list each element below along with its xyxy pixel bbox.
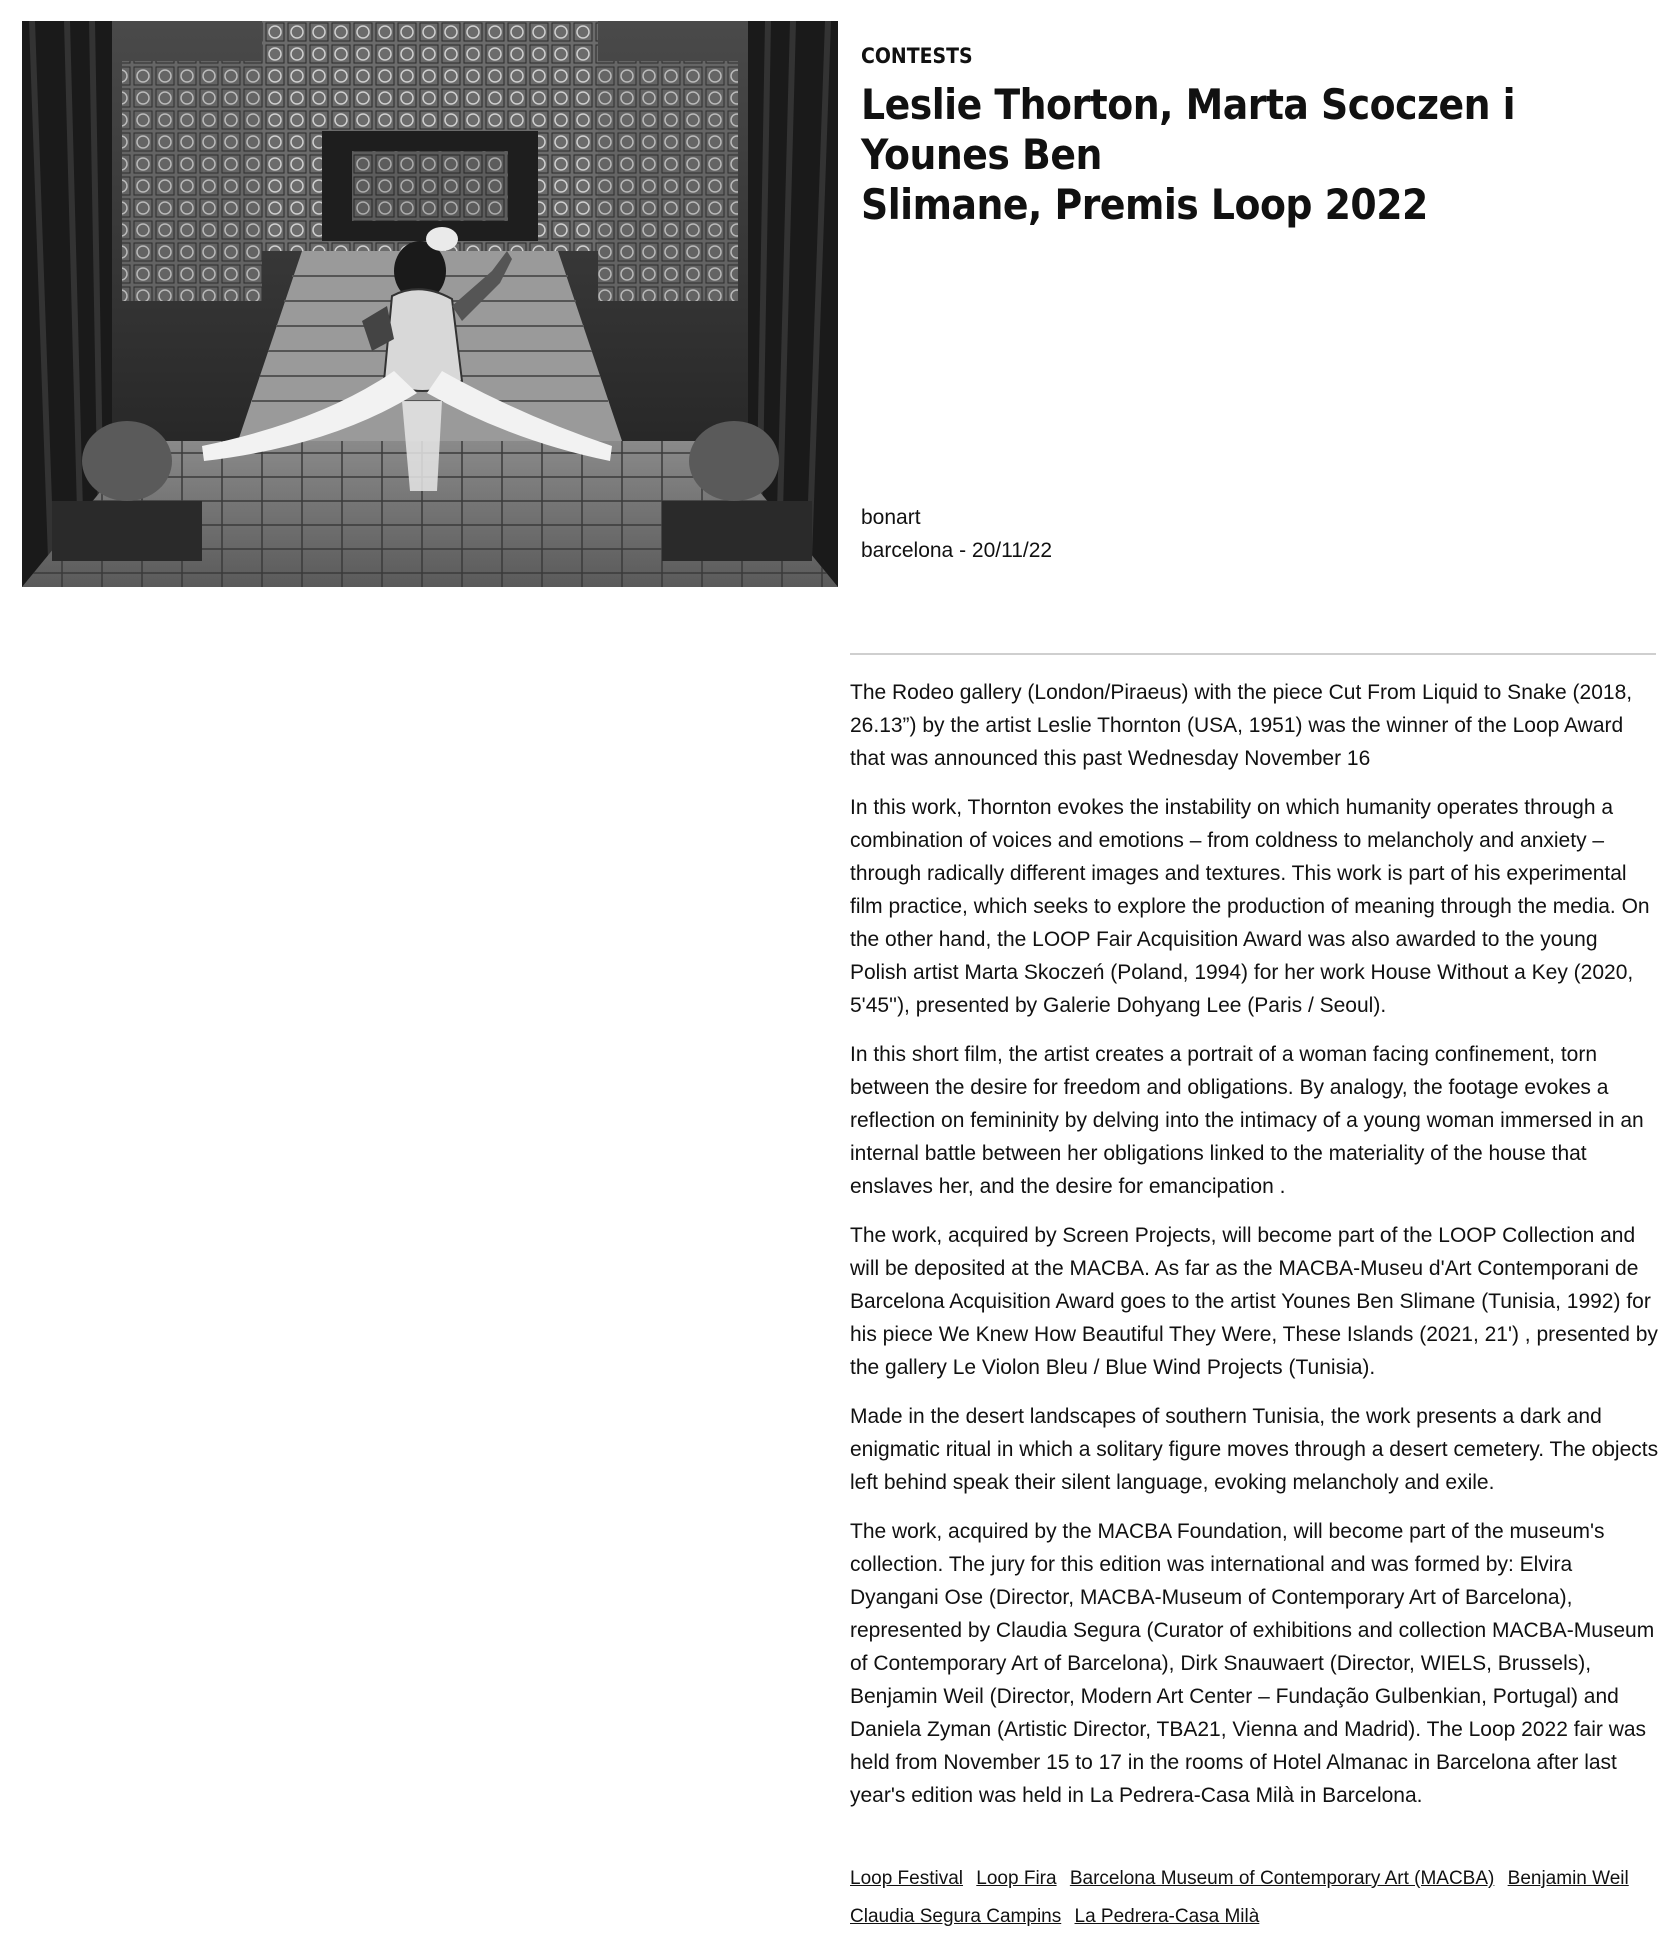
paragraph: The Rodeo gallery (London/Piraeus) with the piece Cut From Liquid to Snake (2018, 26.13”) by the artist Leslie Thornton (USA, 1951) was the winner of the Loop Award that was announced this past Wednesday November 16 <box>850 681 1633 770</box>
article-meta <box>861 501 1052 567</box>
hero-image <box>22 21 838 587</box>
author[interactable]: bonart <box>861 506 921 529</box>
tag-link[interactable]: Loop Fira <box>976 1868 1057 1889</box>
tag-link[interactable]: Benjamin Weil <box>1507 1868 1629 1889</box>
place-date: barcelona - 20/11/22 <box>861 539 1053 562</box>
paragraph: The work, acquired by the MACBA Foundation, will become part of the museum's collection. The jury for this edition was international and was formed by: Elvira Dyangani Ose (Director, MACBA-Museum of Contemporary Art of Barcelona), represented by Claudia Segura (Curator of exhibitions and collection MACBA-Museum of Contemporary Art of Barcelona), Dirk Snauwaert (Director, WIELS, Brussels), Benjamin Weil (Director, Modern Art Center – Fundação Gulbenkian, Portugal) and Daniela Zyman (Artistic Director, TBA21, Vienna and Madrid). The Loop 2022 fair was held from November 15 to 17 in the rooms of Hotel Almanac in Barcelona after last year's edition was held in La Pedrera-Casa Milà in Barcelona. <box>850 1520 1655 1807</box>
paragraph: In this short film, the artist creates a portrait of a woman facing confinement, torn between the desire for freedom and obligations. By analogy, the footage evokes a reflection on femininity by delving into the intimacy of a young woman immersed in an internal battle between her obligations linked to the materiality of the house that enslaves her, and the desire for emancipation . <box>850 1043 1644 1198</box>
paragraph: Made in the desert landscapes of southern Tunisia, the work presents a dark and enigmatic ritual in which a solitary figure moves through a desert cemetery. The objects left behind speak their silent language, evoking melancholy and exile. <box>850 1405 1659 1494</box>
tag-link[interactable]: Barcelona Museum of Contemporary Art (MACBA) <box>1069 1868 1495 1889</box>
tag-link[interactable]: Loop Festival <box>850 1868 964 1889</box>
tag-link[interactable]: Claudia Segura Campins <box>850 1906 1062 1927</box>
title-line-2: Slimane, Premis Loop 2022 <box>861 180 1428 229</box>
article-title <box>861 80 1651 230</box>
tag-link[interactable]: La Pedrera-Casa Milà <box>1074 1906 1260 1927</box>
hero-photo-illustration <box>22 21 838 587</box>
paragraph: The work, acquired by Screen Projects, will become part of the LOOP Collection and will be deposited at the MACBA. As far as the MACBA-Museu d'Art Contemporani de Barcelona Acquisition Award goes to the artist Younes Ben Slimane (Tunisia, 1992) for his piece We Knew How Beautiful They Were, These Islands (2021, 21') , presented by the gallery Le Violon Bleu / Blue Wind Projects (Tunisia). <box>850 1224 1658 1379</box>
article-body <box>850 676 1660 1828</box>
paragraph: In this work, Thornton evokes the instability on which humanity operates through a combination of voices and emotions – from coldness to melancholy and anxiety – through radically different images and textures. This work is part of his experimental film practice, which seeks to explore the production of meaning through the media. On the other hand, the LOOP Fair Acquisition Award was also awarded to the young Polish artist Marta Skoczeń (Poland, 1994) for her work House Without a Key (2020, 5'45''), presented by Galerie Dohyang Lee (Paris / Seoul). <box>850 796 1650 1017</box>
title-line-1: Leslie Thorton, Marta Scoczen i Younes Ben <box>861 80 1516 179</box>
article-header <box>861 44 1651 230</box>
category-label[interactable]: CONTESTS <box>861 44 973 68</box>
divider <box>850 653 1656 655</box>
tag-list <box>850 1860 1656 1936</box>
